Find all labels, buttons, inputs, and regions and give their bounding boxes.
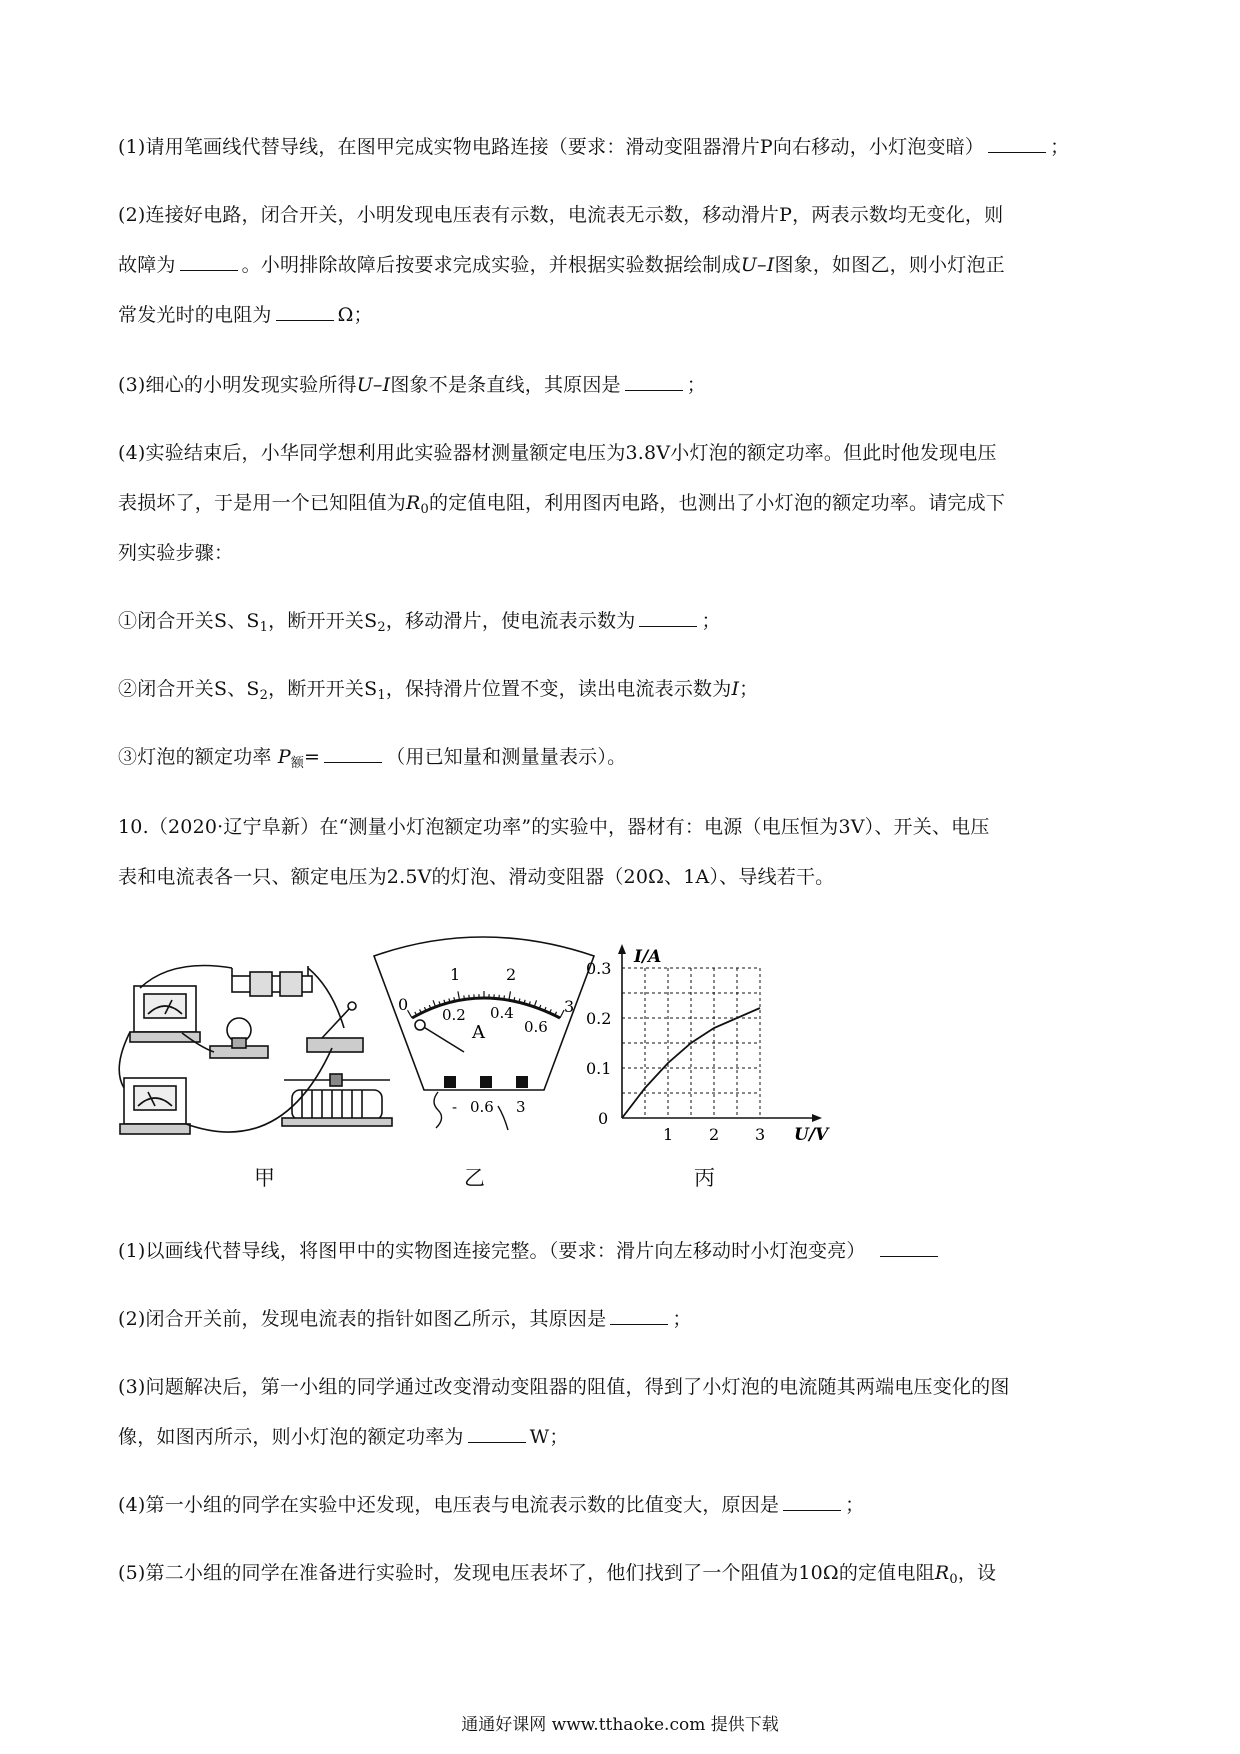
answer-blank (324, 761, 382, 763)
y-tick-label: 0.3 (586, 959, 612, 978)
text: 表损坏了，于是用一个已知阻值为 (118, 492, 407, 514)
answer-blank (988, 151, 1046, 153)
page-footer: 通通好课网 www.tthaoke.com 提供下载 (461, 1715, 779, 1735)
q10-part4 (118, 1490, 864, 1517)
switch-icon (307, 1002, 363, 1052)
text: ，断开开关S (268, 678, 378, 700)
q10-intro-line1 (118, 812, 990, 839)
figure-jia-circuit (119, 966, 392, 1135)
x-axis-label: U/V (794, 1125, 829, 1145)
subscript: 0 (420, 502, 430, 517)
terminal-3 (516, 1076, 528, 1088)
text: = (304, 746, 321, 768)
subscript: 0 (949, 1572, 958, 1587)
text: ，设 (957, 1562, 997, 1584)
punct: ； (845, 1494, 865, 1516)
x-axis-arrow (812, 1114, 822, 1122)
q9-step3 (118, 742, 626, 771)
text: (4)实验结束后，小华同学想利用此实验器材测量额定电压为3.8V小灯泡的额定功率。但此时他发现电压 (118, 442, 997, 464)
ui-symbol: U–I (356, 374, 391, 396)
text: 像，如图丙所示，则小灯泡的额定功率为 (118, 1426, 464, 1448)
text: ①闭合开关S、S (118, 610, 260, 632)
text: 的定值电阻，利用图丙电路，也测出了小灯泡的额定功率。请完成下 (429, 492, 1006, 514)
terminal-label-3: 3 (516, 1098, 526, 1116)
subscript: 2 (259, 688, 269, 703)
answer-blank (880, 1255, 938, 1257)
text: W； (529, 1426, 569, 1448)
q10-part2 (118, 1304, 692, 1331)
figure-label-jia: 甲 (254, 1166, 275, 1190)
bulb-icon (210, 1018, 268, 1058)
dial-tick (454, 997, 455, 1001)
q9-part1-text: (1)请用笔画线代替导线，在图甲完成实物电路连接（要求：滑动变阻器滑片P向右移动，小灯泡变暗） (118, 136, 985, 158)
text: (3)问题解决后，第一小组的同学通过改变滑动变阻器的阻值，得到了小灯泡的电流随其两端电压变化的图 (118, 1376, 1010, 1398)
dial-bottom-0.4: 0.4 (490, 1004, 514, 1022)
text: ，移动滑片，使电流表示数为 (385, 610, 636, 632)
q9-part4-line1 (118, 438, 997, 465)
subscript: 1 (377, 688, 386, 703)
text: 图象不是条直线，其原因是 (390, 374, 621, 396)
figure-yi-ammeter (374, 937, 594, 1130)
meter-bottom-icon (120, 1078, 190, 1134)
q10-part1 (118, 1236, 942, 1263)
q9-part2-line1 (118, 200, 1003, 227)
y-tick-label: 0.2 (586, 1009, 612, 1028)
q10-part3-line1 (118, 1372, 1010, 1399)
text: Ω； (337, 304, 373, 326)
text: （用已知量和测量量表示）。 (386, 746, 627, 768)
text: ②闭合开关S、S (118, 678, 260, 700)
text: ③灯泡的额定功率 (118, 746, 272, 768)
q10-part5 (118, 1558, 996, 1587)
text: ，保持滑片位置不变，读出电流表示数为 (385, 678, 732, 700)
chart-tick-labels (586, 959, 765, 1144)
terminal-label-neg: - (452, 1098, 458, 1116)
x-tick-label: 3 (755, 1125, 766, 1144)
origin-label: 0 (598, 1109, 609, 1128)
q9-part2-line2 (118, 250, 1005, 277)
figure-bing-chart (586, 944, 830, 1145)
text: (3)细心的小明发现实验所得 (118, 374, 357, 396)
dial-top-3: 3 (564, 997, 575, 1016)
answer-blank (639, 625, 697, 627)
dial-tick (504, 995, 505, 999)
answer-blank (180, 269, 238, 271)
x-tick-label: 2 (709, 1125, 720, 1144)
subscript: 额 (290, 756, 305, 771)
text: ，断开开关S (268, 610, 378, 632)
punct: ； (1050, 136, 1070, 158)
figure-label-yi: 乙 (464, 1166, 485, 1190)
q9-part1 (118, 132, 1069, 159)
y-tick-label: 0.1 (586, 1059, 612, 1078)
q9-part3 (118, 370, 706, 397)
subscript: 2 (377, 620, 386, 635)
subscript: 1 (259, 620, 269, 635)
text: 10.（2020·辽宁阜新）在“测量小灯泡额定功率”的实验中，器材有：电源（电压恒为3V）、开关、电压 (118, 816, 990, 838)
meter-top-icon (130, 986, 200, 1042)
q9-part2-line3 (118, 300, 373, 327)
dial-top-0: 0 (398, 995, 409, 1014)
dial-tick (464, 995, 465, 999)
punct: ； (686, 374, 706, 396)
wire (140, 966, 232, 989)
answer-blank (625, 389, 683, 391)
y-axis-arrow (618, 944, 626, 954)
q9-step1 (118, 606, 721, 635)
q9-part4-line3 (118, 538, 233, 565)
text: 故障为 (118, 254, 176, 276)
text: 列实验步骤： (118, 542, 234, 564)
ui-symbol: U–I (740, 254, 775, 276)
current-symbol: I (731, 678, 740, 700)
text: (1)以画线代替导线，将图甲中的实物图连接完整。（要求：滑片向左移动时小灯泡变亮） (118, 1240, 866, 1262)
dial-top-2: 2 (506, 965, 517, 984)
dial-top-1: 1 (450, 965, 461, 984)
power-symbol: P (277, 746, 291, 768)
y-axis-label: I/A (634, 947, 662, 967)
answer-blank (468, 1441, 526, 1443)
text: (4)第一小组的同学在实验中还发现，电压表与电流表示数的比值变大，原因是 (118, 1494, 780, 1516)
text: 常发光时的电阻为 (118, 304, 272, 326)
answer-blank (276, 319, 334, 321)
dial-bottom-0.2: 0.2 (442, 1006, 466, 1024)
r0-symbol: R (934, 1562, 950, 1584)
q9-part2-text: (2)连接好电路，闭合开关，小明发现电压表有示数，电流表无示数，移动滑片P，两表示数均无变化，则 (118, 204, 1004, 226)
r0-symbol: R (406, 492, 421, 514)
figure-label-bing: 丙 (694, 1166, 715, 1190)
q10-part3-line2 (118, 1422, 569, 1449)
battery-icon (232, 966, 312, 996)
dial-bottom-0.6: 0.6 (524, 1018, 548, 1036)
wire (434, 1092, 442, 1128)
text: 表和电流表各一只、额定电压为2.5V的灯泡、滑动变阻器（20Ω、1A）、导线若干。 (118, 866, 835, 888)
q10-intro-line2 (118, 862, 834, 889)
answer-blank (610, 1323, 668, 1325)
dial-tick (514, 997, 515, 1001)
figures-row (112, 928, 932, 1208)
text: 。小明排除故障后按要求完成实验，并根据实验数据绘制成 (241, 254, 741, 276)
text: (2)闭合开关前，发现电流表的指针如图乙所示，其原因是 (118, 1308, 607, 1330)
punct: ； (672, 1308, 692, 1330)
answer-blank (783, 1509, 841, 1511)
wire (498, 1106, 508, 1130)
needle-pivot (415, 1020, 425, 1030)
q9-step2 (118, 674, 758, 703)
punct: ； (701, 610, 721, 632)
ammeter-unit: A (472, 1022, 485, 1043)
text: (5)第二小组的同学在准备进行实验时，发现电压表坏了，他们找到了一个阻值为10Ω的定值电阻 (118, 1562, 935, 1584)
wire (308, 968, 344, 1028)
terminal-06 (480, 1076, 492, 1088)
punct: ； (739, 678, 759, 700)
q9-part4-line2 (118, 488, 1005, 517)
x-tick-label: 1 (663, 1125, 674, 1144)
terminal-label-06: 0.6 (470, 1098, 494, 1116)
terminal-neg (444, 1076, 456, 1088)
text: 图象，如图乙，则小灯泡正 (774, 254, 1005, 276)
